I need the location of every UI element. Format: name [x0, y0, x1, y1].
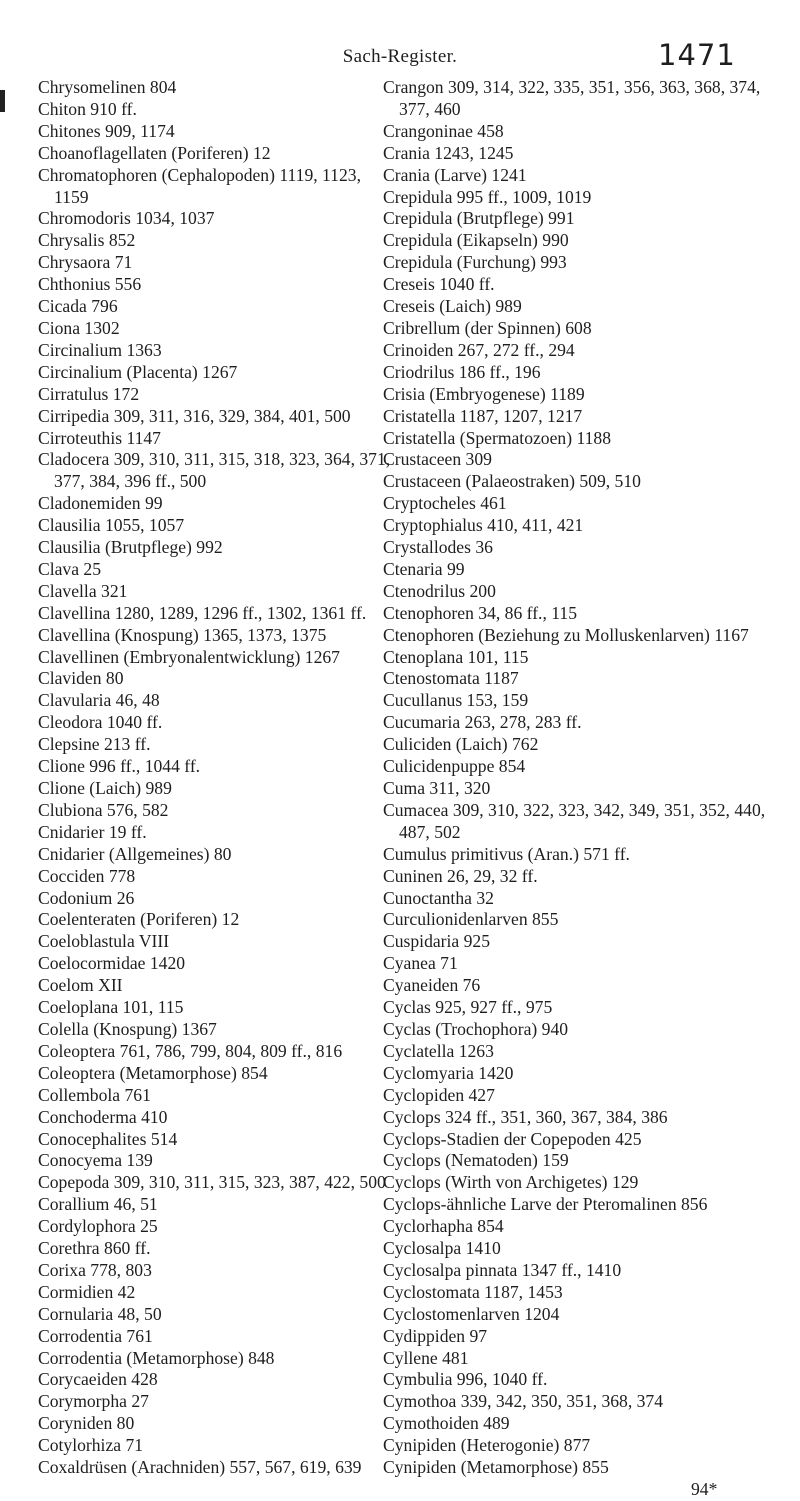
- index-entry: Chrysomelinen 804: [38, 77, 177, 97]
- index-entry: Crepidula 995 ff., 1009, 1019: [383, 186, 592, 207]
- index-entry: Claviden 80: [38, 668, 124, 689]
- index-entry: Cribrellum (der Spinnen) 608: [383, 317, 592, 338]
- index-entry: Cucumaria 263, 278, 283 ff.: [383, 712, 582, 733]
- index-entry: Crepidula (Furchung) 993: [383, 252, 567, 273]
- index-entry: Crinoiden 267, 272 ff., 294: [383, 339, 575, 360]
- index-entry: Cymothoiden 489: [383, 1413, 510, 1434]
- signature-mark: 94*: [691, 1479, 718, 1499]
- index-entry: Cyclops (Wirth von Archigetes) 129: [383, 1172, 639, 1193]
- index-entry: Creseis 1040 ff.: [383, 274, 495, 295]
- index-entry: Corixa 778, 803: [38, 1259, 152, 1280]
- index-entry: Clavellina 1280, 1289, 1296 ff., 1302, 1361 ff.: [38, 602, 367, 623]
- index-entry: Chromatophoren (Cephalopoden) 1119, 1123, 1159: [38, 164, 361, 207]
- index-entry: Coelocormidae 1420: [38, 953, 186, 974]
- index-entry: Cymbulia 996, 1040 ff.: [383, 1369, 548, 1390]
- index-entry: Cumulus primitivus (Aran.) 571 ff.: [383, 843, 630, 864]
- index-entry: Cyclostomenlarven 1204: [383, 1303, 560, 1324]
- index-entry: Ctenoplana 101, 115: [383, 646, 529, 667]
- index-entry: Cyclostomata 1187, 1453: [383, 1281, 563, 1302]
- index-entry: Cyclorhapha 854: [383, 1216, 504, 1237]
- index-entry: Cynipiden (Metamorphose) 855: [383, 1457, 609, 1478]
- index-entry: Creseis (Laich) 989: [383, 296, 522, 317]
- index-entry: Cirripedia 309, 311, 316, 329, 384, 401, 500: [38, 405, 351, 426]
- margin-mark: [0, 90, 5, 112]
- index-entry: Clavularia 46, 48: [38, 690, 160, 711]
- index-entry: Corrodentia 761: [38, 1325, 153, 1346]
- index-entry: Codonium 26: [38, 887, 135, 908]
- index-entry: Cotylorhiza 71: [38, 1435, 144, 1456]
- index-entry: Copepoda 309, 310, 311, 315, 323, 387, 422, 500: [38, 1172, 386, 1193]
- index-entry: Cunoctantha 32: [383, 887, 494, 908]
- index-entry: Cocciden 778: [38, 865, 136, 886]
- index-column-right: [383, 77, 767, 1501]
- index-entry: Cyclopiden 427: [383, 1084, 495, 1105]
- index-entry: Cyllene 481: [383, 1347, 469, 1368]
- index-entry: Cyclas 925, 927 ff., 975: [383, 997, 553, 1018]
- index-entry: Cuninen 26, 29, 32 ff.: [383, 865, 538, 886]
- index-entry: Clava 25: [38, 558, 102, 579]
- index-entry: Cryptocheles 461: [383, 493, 507, 514]
- index-entry: Ctenophoren (Beziehung zu Molluskenlarven) 1167: [383, 624, 749, 645]
- index-entry: Cyclops-Stadien der Copepoden 425: [383, 1128, 642, 1149]
- index-entry: Cucullanus 153, 159: [383, 690, 529, 711]
- index-entry: Cymothoa 339, 342, 350, 351, 368, 374: [383, 1391, 664, 1412]
- index-entry: Criodrilus 186 ff., 196: [383, 361, 541, 382]
- page-number: 1471: [658, 38, 736, 72]
- index-entry: Cnidarier (Allgemeines) 80: [38, 843, 232, 864]
- index-entry: Choanoflagellaten (Poriferen) 12: [38, 142, 271, 163]
- index-entry: Ciona 1302: [38, 317, 120, 338]
- index-entry: Circinalium (Placenta) 1267: [38, 361, 238, 382]
- index-entry: Cyclops-ähnliche Larve der Pteromalinen 856: [383, 1194, 708, 1215]
- running-header: Sach-Register.: [342, 46, 458, 67]
- index-entry: Cydippiden 97: [383, 1325, 488, 1346]
- index-entry: Cirratulus 172: [38, 383, 140, 404]
- index-entry: Culiciden (Laich) 762: [383, 734, 539, 755]
- index-entry: Crystallodes 36: [383, 537, 493, 558]
- index-entry: Coxaldrüsen (Arachniden) 557, 567, 619, 639: [38, 1457, 362, 1478]
- index-entry: Cyaneiden 76: [383, 975, 481, 996]
- index-entry: Cyclops (Nematoden) 159: [383, 1150, 569, 1171]
- index-entry: Crustaceen (Palaeostraken) 509, 510: [383, 471, 641, 492]
- index-entry: Culicidenpuppe 854: [383, 756, 526, 777]
- index-entry: Clione (Laich) 989: [38, 778, 172, 798]
- index-entry: Coryniden 80: [38, 1413, 135, 1434]
- index-entry: Cristatella 1187, 1207, 1217: [383, 405, 583, 426]
- index-entry: Corethra 860 ff.: [38, 1238, 151, 1259]
- index-entry: Crepidula (Brutpflege) 991: [383, 208, 575, 229]
- index-entry: Cladocera 309, 310, 311, 315, 318, 323, 364, 371, 377, 384, 396 ff., 500: [38, 449, 391, 492]
- index-entry: Crisia (Embryogenese) 1189: [383, 383, 585, 404]
- index-entry: Conocephalites 514: [38, 1128, 178, 1149]
- index-entry: Chiton 910 ff.: [38, 98, 137, 119]
- index-entry: Conchoderma 410: [38, 1106, 168, 1127]
- index-entry: Clausilia (Brutpflege) 992: [38, 537, 223, 558]
- index-entry: Cicada 796: [38, 296, 118, 317]
- index-entry: Clavellina (Knospung) 1365, 1373, 1375: [38, 624, 327, 645]
- index-entry: Ctenodrilus 200: [383, 580, 496, 601]
- index-entry: Cynipiden (Heterogonie) 877: [383, 1435, 591, 1456]
- index-entry: Corymorpha 27: [38, 1391, 149, 1412]
- index-entry: Curculionidenlarven 855: [383, 909, 559, 930]
- index-entry: Crepidula (Eikapseln) 990: [383, 230, 569, 251]
- index-entry: Cuspidaria 925: [383, 931, 491, 952]
- index-column-left: [38, 77, 394, 1479]
- index-entry: Coeloblastula VIII: [38, 931, 170, 952]
- index-entry: Coleoptera 761, 786, 799, 804, 809 ff., 816: [38, 1040, 343, 1061]
- index-entry: Crania 1243, 1245: [383, 142, 514, 163]
- index-entry: Cristatella (Spermatozoen) 1188: [383, 427, 611, 448]
- index-entry: Cornularia 48, 50: [38, 1303, 162, 1324]
- index-entry: Corrodentia (Metamorphose) 848: [38, 1347, 275, 1368]
- index-entry: Clavella 321: [38, 580, 128, 601]
- index-entry: Cyclas (Trochophora) 940: [383, 1018, 569, 1039]
- index-entry: Chthonius 556: [38, 274, 142, 295]
- index-entry: Coelom XII: [38, 975, 123, 996]
- index-entry: Cnidarier 19 ff.: [38, 821, 147, 842]
- index-entry: Chrysalis 852: [38, 230, 136, 251]
- index-entry: Ctenophoren 34, 86 ff., 115: [383, 602, 577, 623]
- index-entry: Collembola 761: [38, 1084, 151, 1105]
- index-entry: Coleoptera (Metamorphose) 854: [38, 1062, 268, 1083]
- index-entry: Corallium 46, 51: [38, 1194, 158, 1215]
- index-entry: Ctenostomata 1187: [383, 668, 519, 689]
- index-entry: Circinalium 1363: [38, 339, 162, 360]
- index-entry: Cormidien 42: [38, 1281, 136, 1302]
- index-entry: Clavellinen (Embryonalentwicklung) 1267: [38, 646, 340, 667]
- index-entry: Cyanea 71: [383, 953, 458, 974]
- index-entry: Crangoninae 458: [383, 120, 504, 141]
- index-entry: Coeloplana 101, 115: [38, 997, 184, 1018]
- index-entry: Cirroteuthis 1147: [38, 427, 161, 448]
- index-entry: Cladonemiden 99: [38, 493, 163, 514]
- index-entry: Corycaeiden 428: [38, 1369, 158, 1390]
- index-entry: Cryptophialus 410, 411, 421: [383, 515, 584, 536]
- index-entry: Clepsine 213 ff.: [38, 734, 151, 755]
- index-entry: Cyclosalpa pinnata 1347 ff., 1410: [383, 1259, 622, 1280]
- index-entry: Cumacea 309, 310, 322, 323, 342, 349, 351, 352, 440, 487, 502: [383, 799, 766, 842]
- index-entry: Clubiona 576, 582: [38, 799, 169, 820]
- index-entry: Chromodoris 1034, 1037: [38, 208, 215, 229]
- index-entry: Chitones 909, 1174: [38, 120, 175, 141]
- index-entry: Coelenteraten (Poriferen) 12: [38, 909, 240, 930]
- index-entry: Cuma 311, 320: [383, 778, 491, 798]
- index-entry: Chrysaora 71: [38, 252, 133, 273]
- index-entry: Conocyema 139: [38, 1150, 153, 1171]
- index-entry: Clausilia 1055, 1057: [38, 515, 185, 536]
- index-entry: Crania (Larve) 1241: [383, 164, 527, 185]
- index-entry: Cyclops 324 ff., 351, 360, 367, 384, 386: [383, 1106, 668, 1127]
- index-entry: Cordylophora 25: [38, 1216, 158, 1237]
- index-entry: Crangon 309, 314, 322, 335, 351, 356, 363, 368, 374, 377, 460: [383, 77, 761, 119]
- index-entry: Clione 996 ff., 1044 ff.: [38, 756, 201, 777]
- index-entry: Ctenaria 99: [383, 558, 465, 579]
- index-entry: Colella (Knospung) 1367: [38, 1018, 217, 1039]
- index-entry: Cyclosalpa 1410: [383, 1238, 501, 1259]
- index-entry: Cyclomyaria 1420: [383, 1062, 514, 1083]
- index-entry: Cleodora 1040 ff.: [38, 712, 163, 733]
- index-entry: Crustaceen 309: [383, 449, 492, 470]
- index-entry: Cyclatella 1263: [383, 1040, 494, 1061]
